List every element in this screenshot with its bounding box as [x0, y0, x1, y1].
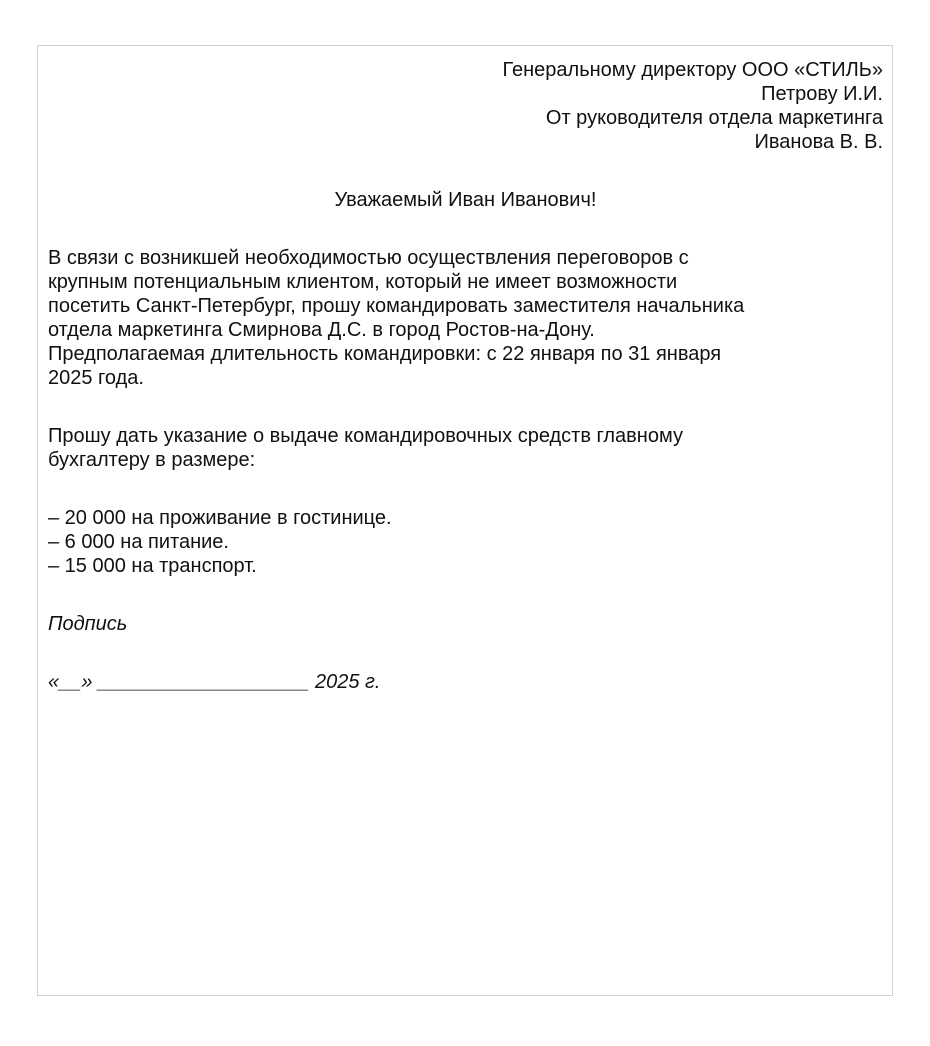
sender-position: От руководителя отдела маркетинга: [545, 107, 883, 129]
paragraph-line: крупным потенциальным клиентом, который не имеет возможности: [48, 271, 678, 293]
expense-item: – 15 000 на транспорт.: [48, 555, 257, 577]
sender-name: Иванова В. В.: [754, 131, 883, 153]
request-paragraph: [48, 246, 883, 390]
date-line: «__» ___________________ 2025 г.: [48, 671, 381, 693]
addressee-name: Петрову И.И.: [761, 83, 883, 105]
salutation: Уважаемый Иван Иванович!: [334, 189, 597, 211]
paragraph-line: отдела маркетинга Смирнова Д.С. в город Ростов-на-Дону.: [48, 319, 595, 341]
expenses-list: [48, 506, 883, 578]
funds-paragraph: [48, 424, 883, 472]
paragraph-line: Предполагаемая длительность командировки: с 22 января по 31 января: [48, 343, 722, 365]
paragraph-line: посетить Санкт-Петербург, прошу командировать заместителя начальника: [48, 295, 745, 317]
paragraph-line: Прошу дать указание о выдаче командировочных средств главному: [48, 425, 683, 447]
document-page: [37, 45, 893, 996]
paragraph-line: бухгалтеру в размере:: [48, 449, 256, 471]
signature-label: Подпись: [48, 613, 128, 635]
paragraph-line: В связи с возникшей необходимостью осуществления переговоров с: [48, 247, 689, 269]
expense-item: – 20 000 на проживание в гостинице.: [48, 507, 392, 529]
expense-item: – 6 000 на питание.: [48, 531, 229, 553]
letter-content: [48, 58, 883, 694]
addressee-block: [48, 58, 883, 154]
paragraph-line: 2025 года.: [48, 367, 144, 389]
addressee-position: Генеральному директору ООО «СТИЛЬ»: [502, 59, 883, 81]
